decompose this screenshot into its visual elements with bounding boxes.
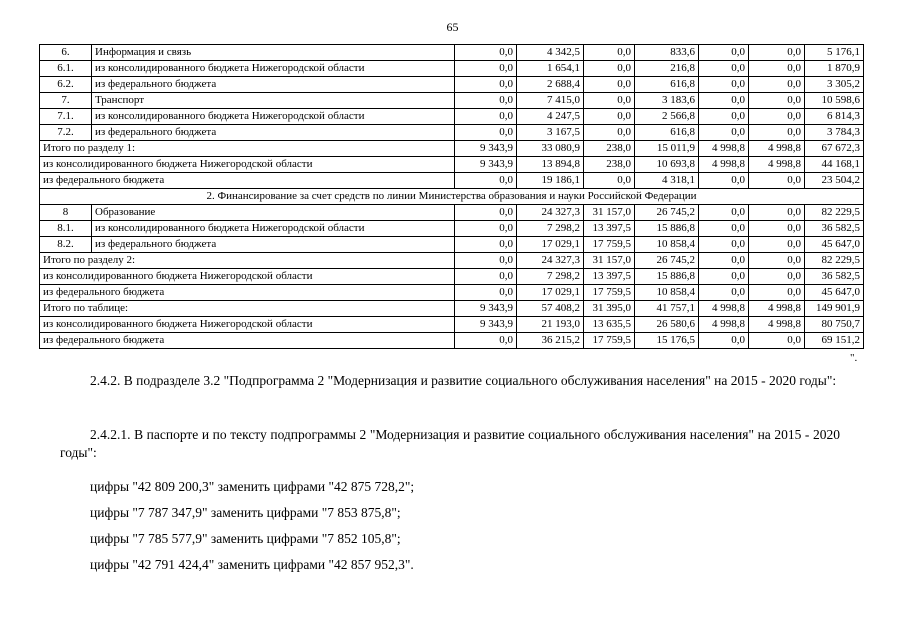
- value-cell: 13 397,5: [584, 269, 635, 285]
- value-cell: 9 343,9: [455, 141, 517, 157]
- value-cell: 15 176,5: [635, 333, 699, 349]
- row-name-cell: Информация и связь: [92, 45, 455, 61]
- value-cell: 9 343,9: [455, 157, 517, 173]
- value-cell: 0,0: [584, 173, 635, 189]
- value-cell: 4 998,8: [749, 301, 805, 317]
- value-cell: 0,0: [584, 93, 635, 109]
- value-cell: 4 998,8: [699, 317, 749, 333]
- value-cell: 0,0: [749, 237, 805, 253]
- value-cell: 10 598,6: [805, 93, 864, 109]
- value-cell: 4 998,8: [749, 141, 805, 157]
- value-cell: 0,0: [455, 77, 517, 93]
- row-number-cell: 8.1.: [40, 221, 92, 237]
- value-cell: 238,0: [584, 141, 635, 157]
- value-cell: 0,0: [455, 285, 517, 301]
- value-cell: 15 011,9: [635, 141, 699, 157]
- value-cell: 2 688,4: [517, 77, 584, 93]
- value-cell: 4 998,8: [749, 317, 805, 333]
- row-number-cell: 8.2.: [40, 237, 92, 253]
- value-cell: 0,0: [699, 125, 749, 141]
- row-number-cell: 7.2.: [40, 125, 92, 141]
- value-cell: 0,0: [749, 285, 805, 301]
- table-row: [40, 221, 864, 237]
- row-name-cell: из федерального бюджета: [92, 77, 455, 93]
- value-cell: 0,0: [749, 109, 805, 125]
- table-row: [40, 77, 864, 93]
- value-cell: 26 745,2: [635, 253, 699, 269]
- row-number-cell: 8: [40, 205, 92, 221]
- value-cell: 1 654,1: [517, 61, 584, 77]
- value-cell: 0,0: [455, 61, 517, 77]
- value-cell: 5 176,1: [805, 45, 864, 61]
- table-row: [40, 205, 864, 221]
- total-label-cell: Итого по разделу 2:: [40, 253, 455, 269]
- value-cell: 0,0: [699, 61, 749, 77]
- value-cell: 616,8: [635, 125, 699, 141]
- value-cell: 0,0: [749, 221, 805, 237]
- value-cell: 0,0: [749, 173, 805, 189]
- value-cell: 0,0: [455, 237, 517, 253]
- value-cell: 9 343,9: [455, 317, 517, 333]
- total-row: [40, 317, 864, 333]
- total-label-cell: Итого по таблице:: [40, 301, 455, 317]
- value-cell: 0,0: [699, 205, 749, 221]
- value-cell: 31 395,0: [584, 301, 635, 317]
- value-cell: 17 029,1: [517, 285, 584, 301]
- value-cell: 69 151,2: [805, 333, 864, 349]
- value-cell: 24 327,3: [517, 205, 584, 221]
- value-cell: 7 298,2: [517, 269, 584, 285]
- total-row: [40, 301, 864, 317]
- value-cell: 0,0: [749, 93, 805, 109]
- value-cell: 0,0: [699, 109, 749, 125]
- value-cell: 0,0: [584, 77, 635, 93]
- row-name-cell: из федерального бюджета: [92, 237, 455, 253]
- value-cell: 3 183,6: [635, 93, 699, 109]
- value-cell: 0,0: [584, 109, 635, 125]
- paragraph-2-4-2-1: 2.4.2.1. В паспорте и по тексту подпрограммы 2 "Модернизация и развитие социального обслуживания населения" на 2015 - 2020 годы":: [60, 427, 840, 460]
- paragraph-2-4-2: 2.4.2. В подразделе 3.2 "Подпрограмма 2 "Модернизация и развитие социального обслуживания населения" на 2015 - 2020 годы":: [90, 373, 837, 388]
- table-row: [40, 93, 864, 109]
- total-label-cell: из федерального бюджета: [40, 285, 455, 301]
- row-number-cell: 7.1.: [40, 109, 92, 125]
- value-cell: 0,0: [455, 333, 517, 349]
- row-name-cell: Образование: [92, 205, 455, 221]
- value-cell: 0,0: [749, 205, 805, 221]
- value-cell: 0,0: [699, 253, 749, 269]
- value-cell: 149 901,9: [805, 301, 864, 317]
- page-number: 65: [446, 20, 459, 34]
- value-cell: 13 894,8: [517, 157, 584, 173]
- value-cell: 0,0: [749, 253, 805, 269]
- section-header-row: [40, 189, 864, 205]
- value-cell: 0,0: [455, 253, 517, 269]
- total-label-cell: Итого по разделу 1:: [40, 141, 455, 157]
- value-cell: 0,0: [699, 77, 749, 93]
- total-label-cell: из консолидированного бюджета Нижегородской области: [40, 157, 455, 173]
- total-row: [40, 253, 864, 269]
- value-cell: 0,0: [749, 269, 805, 285]
- total-row: [40, 157, 864, 173]
- budget-table: [39, 44, 864, 349]
- value-cell: 0,0: [455, 269, 517, 285]
- table-row: [40, 237, 864, 253]
- value-cell: 26 745,2: [635, 205, 699, 221]
- value-cell: 4 998,8: [699, 157, 749, 173]
- value-cell: 45 647,0: [805, 285, 864, 301]
- value-cell: 21 193,0: [517, 317, 584, 333]
- value-cell: 33 080,9: [517, 141, 584, 157]
- value-cell: 13 635,5: [584, 317, 635, 333]
- value-cell: 0,0: [455, 125, 517, 141]
- row-name-cell: Транспорт: [92, 93, 455, 109]
- value-cell: 45 647,0: [805, 237, 864, 253]
- replacement-item-2: цифры "7 787 347,9" заменить цифрами "7 853 875,8";: [90, 505, 401, 520]
- value-cell: 833,6: [635, 45, 699, 61]
- total-row: [40, 141, 864, 157]
- row-name-cell: из консолидированного бюджета Нижегородской области: [92, 61, 455, 77]
- value-cell: 0,0: [749, 77, 805, 93]
- value-cell: 44 168,1: [805, 157, 864, 173]
- value-cell: 616,8: [635, 77, 699, 93]
- value-cell: 4 342,5: [517, 45, 584, 61]
- value-cell: 31 157,0: [584, 253, 635, 269]
- value-cell: 9 343,9: [455, 301, 517, 317]
- value-cell: 0,0: [455, 173, 517, 189]
- value-cell: 36 215,2: [517, 333, 584, 349]
- row-number-cell: 7.: [40, 93, 92, 109]
- value-cell: 36 582,5: [805, 269, 864, 285]
- value-cell: 10 858,4: [635, 237, 699, 253]
- value-cell: 17 759,5: [584, 285, 635, 301]
- table-row: [40, 125, 864, 141]
- value-cell: 7 298,2: [517, 221, 584, 237]
- total-label-cell: из консолидированного бюджета Нижегородской области: [40, 269, 455, 285]
- total-label-cell: из федерального бюджета: [40, 173, 455, 189]
- value-cell: 57 408,2: [517, 301, 584, 317]
- row-name-cell: из федерального бюджета: [92, 125, 455, 141]
- value-cell: 0,0: [584, 45, 635, 61]
- row-number-cell: 6.2.: [40, 77, 92, 93]
- total-row: [40, 269, 864, 285]
- value-cell: 17 029,1: [517, 237, 584, 253]
- replacement-item-1: цифры "42 809 200,3" заменить цифрами "42 875 728,2";: [90, 479, 415, 494]
- value-cell: 6 814,3: [805, 109, 864, 125]
- value-cell: 4 998,8: [699, 141, 749, 157]
- total-label-cell: из федерального бюджета: [40, 333, 455, 349]
- replacement-item-3: цифры "7 785 577,9" заменить цифрами "7 852 105,8";: [90, 531, 401, 546]
- value-cell: 10 858,4: [635, 285, 699, 301]
- value-cell: 0,0: [699, 269, 749, 285]
- value-cell: 238,0: [584, 157, 635, 173]
- value-cell: 0,0: [699, 173, 749, 189]
- value-cell: 0,0: [455, 221, 517, 237]
- value-cell: 2 566,8: [635, 109, 699, 125]
- value-cell: 15 886,8: [635, 269, 699, 285]
- value-cell: 3 784,3: [805, 125, 864, 141]
- value-cell: 0,0: [699, 237, 749, 253]
- value-cell: 0,0: [699, 93, 749, 109]
- table-row: [40, 45, 864, 61]
- value-cell: 15 886,8: [635, 221, 699, 237]
- table-row: [40, 109, 864, 125]
- value-cell: 0,0: [584, 125, 635, 141]
- value-cell: 36 582,5: [805, 221, 864, 237]
- value-cell: 0,0: [749, 45, 805, 61]
- value-cell: 4 998,8: [749, 157, 805, 173]
- value-cell: 80 750,7: [805, 317, 864, 333]
- value-cell: 67 672,3: [805, 141, 864, 157]
- value-cell: 24 327,3: [517, 253, 584, 269]
- replacement-item-4: цифры "42 791 424,4" заменить цифрами "42 857 952,3".: [90, 557, 414, 572]
- value-cell: 0,0: [455, 93, 517, 109]
- total-row: [40, 333, 864, 349]
- total-row: [40, 285, 864, 301]
- total-row: [40, 173, 864, 189]
- row-number-cell: 6.: [40, 45, 92, 61]
- row-number-cell: 6.1.: [40, 61, 92, 77]
- value-cell: 0,0: [749, 125, 805, 141]
- value-cell: 4 247,5: [517, 109, 584, 125]
- value-cell: 216,8: [635, 61, 699, 77]
- value-cell: 19 186,1: [517, 173, 584, 189]
- value-cell: 0,0: [455, 205, 517, 221]
- value-cell: 0,0: [699, 45, 749, 61]
- value-cell: 82 229,5: [805, 253, 864, 269]
- value-cell: 17 759,5: [584, 333, 635, 349]
- value-cell: 0,0: [584, 61, 635, 77]
- value-cell: 26 580,6: [635, 317, 699, 333]
- value-cell: 3 167,5: [517, 125, 584, 141]
- row-name-cell: из консолидированного бюджета Нижегородской области: [92, 109, 455, 125]
- value-cell: 4 998,8: [699, 301, 749, 317]
- value-cell: 41 757,1: [635, 301, 699, 317]
- value-cell: 82 229,5: [805, 205, 864, 221]
- closing-quote: ".: [850, 352, 858, 364]
- value-cell: 3 305,2: [805, 77, 864, 93]
- value-cell: 1 870,9: [805, 61, 864, 77]
- value-cell: 0,0: [455, 109, 517, 125]
- value-cell: 23 504,2: [805, 173, 864, 189]
- table-row: [40, 61, 864, 77]
- section-title-cell: 2. Финансирование за счет средств по линии Министерства образования и науки Российской Федерации: [40, 189, 864, 205]
- total-label-cell: из консолидированного бюджета Нижегородской области: [40, 317, 455, 333]
- value-cell: 0,0: [749, 61, 805, 77]
- value-cell: 31 157,0: [584, 205, 635, 221]
- value-cell: 13 397,5: [584, 221, 635, 237]
- value-cell: 0,0: [699, 221, 749, 237]
- value-cell: 17 759,5: [584, 237, 635, 253]
- row-name-cell: из консолидированного бюджета Нижегородской области: [92, 221, 455, 237]
- value-cell: 10 693,8: [635, 157, 699, 173]
- value-cell: 0,0: [699, 285, 749, 301]
- value-cell: 0,0: [699, 333, 749, 349]
- table-body: [40, 45, 864, 349]
- value-cell: 0,0: [455, 45, 517, 61]
- value-cell: 4 318,1: [635, 173, 699, 189]
- value-cell: 0,0: [749, 333, 805, 349]
- value-cell: 7 415,0: [517, 93, 584, 109]
